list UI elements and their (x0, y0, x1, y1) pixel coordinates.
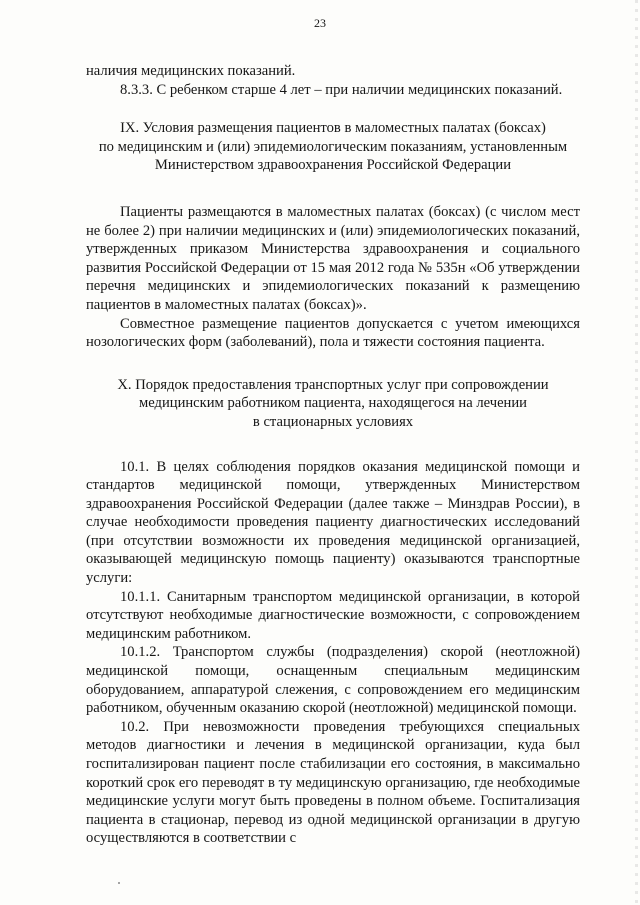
scan-speck (118, 882, 120, 884)
item-8-3-3: 8.3.3. С ребенком старше 4 лет – при наличии медицинских показаний. (120, 81, 563, 98)
section-9-heading-line: IX. Условия размещения пациентов в маломестных палатах (боксах) (120, 120, 546, 137)
section-10-heading-line: в стационарных условиях (252, 413, 414, 430)
section-9-heading-line: Министерством здравоохранения Российской Федерации (154, 157, 512, 174)
top-fragment: наличия медицинских показаний. (86, 63, 296, 79)
scan-edge-artifact (635, 0, 638, 905)
section-9-paragraph: Пациенты размещаются в маломестных палатах (боксах) (с числом мест не более 2) при наличии медицинских и (или) эпидемиологических показаний, утвержденных приказом Министерства здравоохранения и социального развития Российской Федерации от 15 мая 2012 года № 535н «Об утверждении перечня медицинских и эпидемиологических показаний к размещению пациентов в маломестных палатах (боксах)». (86, 203, 580, 313)
section-10-heading (86, 376, 580, 432)
section-9-heading-line: по медицинским и (или) эпидемиологическим показаниям, установленным (98, 138, 568, 155)
section-10-paragraph: 10.2. При невозможности проведения требующихся специальных методов диагностики и лечения в медицинской организации, куда был госпитализирован пациент после стабилизации его состояния, в максимально короткий срок его переводят в ту медицинскую организацию, где необходимые медицинские услуги могут быть проведены в полном объеме. Госпитализация пациента в стационар, перевод из одной медицинской организации в другую осуществляются в соответствии с (86, 718, 580, 847)
page-number: 23 (314, 16, 326, 30)
section-10-heading-line: X. Порядок предоставления транспортных услуг при сопровождении (117, 376, 549, 393)
document-body (86, 62, 580, 848)
section-10-heading-line: медицинским работником пациента, находящегося на лечении (139, 395, 527, 412)
section-9-paragraph: Совместное размещение пациентов допускается с учетом имеющихся нозологических форм (заболеваний), пола и тяжести состояния пациента. (86, 315, 580, 351)
section-10-paragraph: 10.1.1. Санитарным транспортом медицинской организации, в которой отсутствуют необходимые диагностические возможности, с сопровождением медицинским работником. (86, 588, 580, 642)
section-10-paragraph: 10.1. В целях соблюдения порядков оказания медицинской помощи и стандартов медицинской помощи, утвержденных Министерством здравоохранения Российской Федерации (далее также – Минздрав России), в случае необходимости проведения пациенту диагностических исследований (при отсутствии возможности их проведения медицинской организацией, оказывающей медицинскую помощь пациенту) оказываются транспортные услуги: (86, 458, 580, 587)
section-10-paragraph: 10.1.2. Транспортом службы (подразделения) скорой (неотложной) медицинской помощи, оснащенным специальным медицинским оборудованием, аппаратурой слежения, с сопровождением его медицинским работником, обученным оказанию скорой (неотложной) медицинской помощи. (86, 644, 580, 717)
section-9-heading (86, 119, 580, 175)
